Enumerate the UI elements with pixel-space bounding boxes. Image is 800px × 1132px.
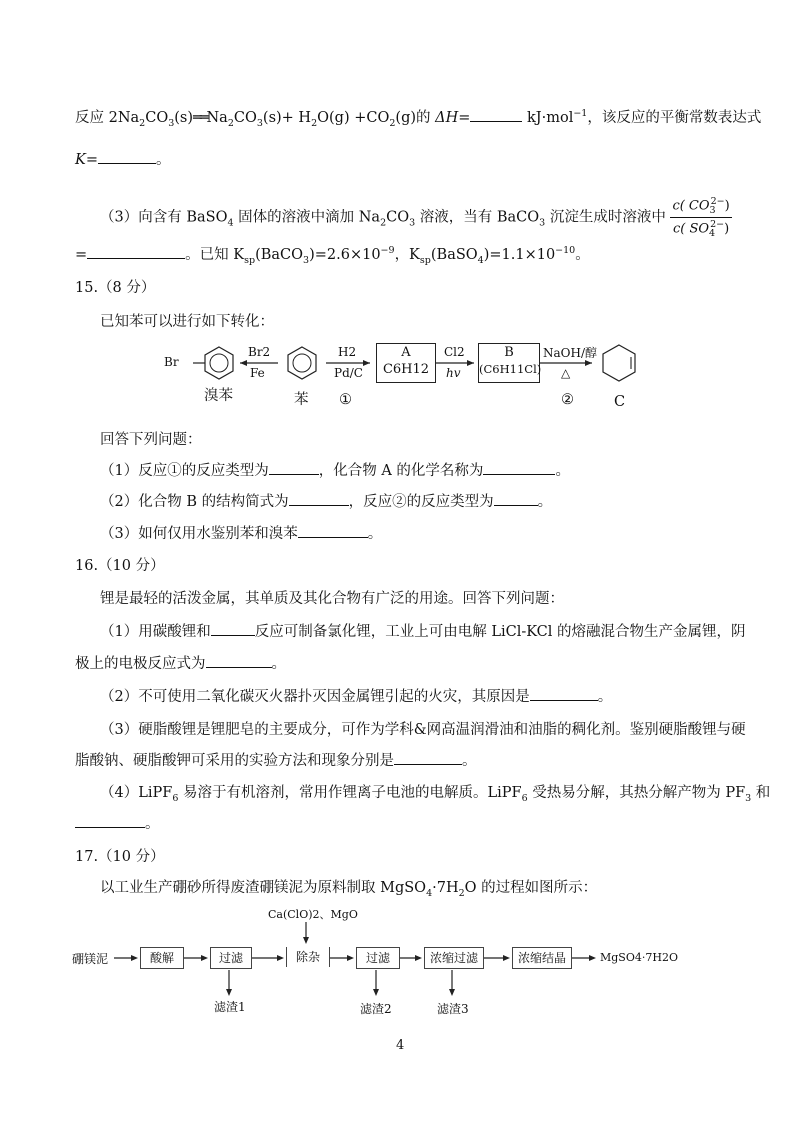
q16-part3-line2: 脂酸钠、硬脂酸钾可采用的实验方法和现象分别是 。 (75, 753, 477, 769)
flow-step-filter-1: 过滤 (210, 947, 252, 969)
answer-blank-15-3[interactable] (298, 524, 368, 538)
q16-part4: （4）LiPF$_6$ 易溶于有机溶剂，常用作锂离子电池的电解质。LiPF$_6$ 受热易分解，其热分解产物为 $PF_3$ 和 (100, 785, 771, 804)
answer-blank-15-1b[interactable] (483, 461, 555, 475)
reagent-br2: Br2 (248, 345, 271, 359)
flow-residue-3: 滤渣3 (437, 1002, 469, 1016)
q16-header: 16.（10 分） (75, 558, 165, 574)
answer-blank-16-1a[interactable] (211, 622, 255, 636)
flow-residue-2: 滤渣2 (360, 1002, 392, 1016)
q15-part1: （1）反应①的反应类型为 ，化合物 A 的化学名称为 。 (100, 463, 570, 479)
label-benzene: 苯 (294, 392, 309, 408)
answer-blank-15-1a[interactable] (269, 461, 319, 475)
bromobenzene-ring (205, 347, 233, 379)
answer-blank-15-2b[interactable] (494, 492, 538, 506)
q16-part4-line2: 。 (75, 812, 160, 833)
label-product-c: C (614, 394, 626, 410)
flow-step-concentrate-filter: 浓缩过滤 (424, 947, 484, 969)
reagent-heat: △ (561, 366, 571, 380)
step-1-marker: ① (339, 392, 352, 408)
flow-residue-1: 滤渣1 (214, 1000, 246, 1014)
flow-step-filter-2: 过滤 (356, 947, 400, 969)
page-number: 4 (396, 1038, 405, 1053)
answer-blank-16-4[interactable] (75, 814, 145, 828)
q16-part1: （1）用碳酸锂和 反应可制备氯化锂，工业上可由电解 LiCl-KCl 的熔融混合物生产金属锂，阴 (100, 624, 746, 640)
compound-b-box: B (C6H11Cl) (478, 343, 540, 383)
q16-part3: （3）硬脂酸锂是锂肥皂的主要成分，可作为学科&网高温润滑油和油脂的稠化剂。鉴别硬脂酸锂与硬 (100, 722, 746, 738)
q14-part3-line2: = 。已知 $K_{sp}(BaCO_3)=2.6\times 10^{-9}$，$K_{sp}(BaSO_4)=1.1\times 10^{-10}$。 (75, 245, 590, 266)
reagent-light: hv (446, 366, 461, 380)
answer-blank-16-1b[interactable] (206, 654, 272, 668)
flow-product: MgSO4·7H2O (600, 951, 678, 964)
q15-header: 15.（8 分） (75, 280, 156, 296)
br-substituent-label: Br (164, 355, 179, 369)
flow-step-crystallize: 浓缩结晶 (512, 947, 572, 969)
q16-part1-line2: 极上的电极反应式为 。 (75, 656, 286, 672)
answer-blank-16-2[interactable] (530, 687, 598, 701)
flow-step-acidolysis: 酸解 (140, 947, 184, 969)
cyclohexene-ring (603, 345, 635, 381)
compound-a-box: A C6H12 (376, 343, 436, 383)
flow-start: 硼镁泥 (72, 952, 109, 966)
label-bromobenzene: 溴苯 (204, 388, 233, 404)
concentration-ratio: $\frac{c( CO_3^{2-})}{c( SO_4^{2-})}$ (672, 196, 730, 239)
answer-blank-16-3[interactable] (394, 751, 462, 765)
reagent-naoh-alcohol: NaOH/醇 (543, 346, 598, 360)
reagent-fe: Fe (250, 366, 265, 380)
q17-intro: 以工业生产硼砂所得废渣硼镁泥为原料制取 $MgSO_4\cdot 7H_2O$ 的过程如图所示： (100, 880, 598, 899)
step-2-marker: ② (561, 392, 574, 408)
q16-intro: 锂是最轻的活泼金属，其单质及其化合物有广泛的用途。回答下列问题： (100, 591, 564, 607)
q15-part3: （3）如何仅用水鉴别苯和溴苯 。 (100, 526, 383, 542)
benzene-ring (288, 347, 316, 379)
flow-step-impurity-removal: 除杂 (286, 947, 330, 967)
q15-intro: 已知苯可以进行如下转化： (100, 314, 274, 330)
q14-line2: K= 。 (75, 152, 171, 168)
q14-line1: 反应 $2Na_2CO_3(s)══Na_2CO_3(s)+ H_2O(g) +CO_2(g)$的 ΔH= kJ·mol$^{-1}$，该反应的平衡常数表达式 (75, 108, 762, 129)
q17-header: 17.（10 分） (75, 849, 165, 865)
q14-part3: （3）向含有 BaSO$_4$ 固体的溶液中滴加 $Na_2CO_3$ 溶液，当有 BaCO$_3$ 沉淀生成时溶液中 $\frac{c( CO_3^{2-})}{c( SO_4^{2-})}$ (100, 196, 730, 239)
reagent-cl2: Cl2 (444, 345, 465, 359)
q15-part2: （2）化合物 B 的结构简式为 ，反应②的反应类型为 。 (100, 494, 553, 510)
answer-blank-15-2a[interactable] (289, 492, 349, 506)
reagent-h2: H2 (338, 345, 357, 359)
q16-part2: （2）不可使用二氧化碳灭火器扑灭因金属锂引起的火灾，其原因是 。 (100, 689, 613, 705)
reagent-pdc: Pd/C (334, 366, 363, 380)
flow-reagent: Ca(ClO)2、MgO (268, 908, 358, 921)
q15-ask: 回答下列问题： (100, 432, 202, 448)
